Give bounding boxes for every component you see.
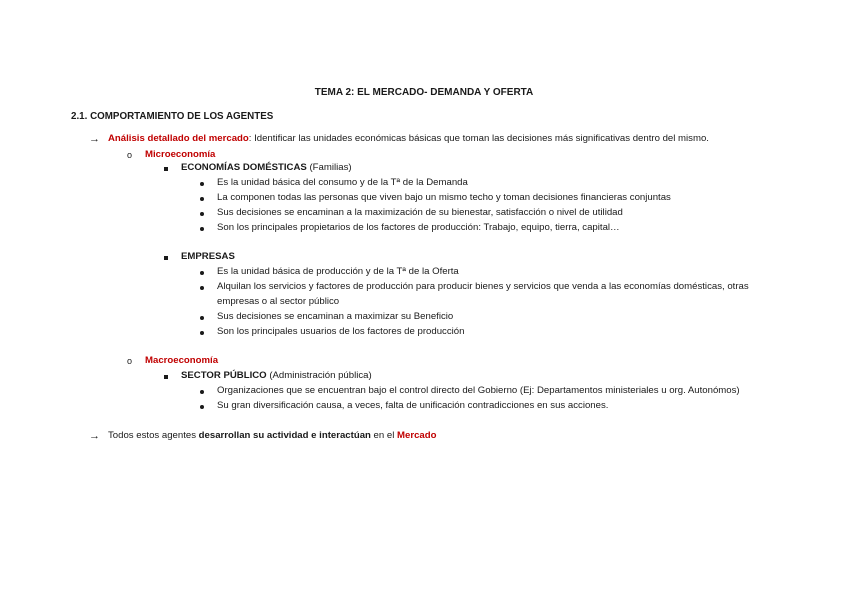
dot-bullet-icon [200, 390, 204, 394]
list-item: Alquilan los servicios y factores de producción para producir bienes y servicios que venda a las economías domésticas, otras [217, 281, 749, 292]
square-bullet-icon [164, 167, 168, 171]
dot-bullet-icon [200, 212, 204, 216]
households-note: (Familias) [306, 162, 352, 173]
firms-heading: EMPRESAS [181, 251, 235, 262]
circle-bullet-icon: o [127, 356, 133, 366]
conclusion-pre: Todos estos agentes [108, 430, 199, 441]
public-heading: SECTOR PÚBLICO [181, 370, 267, 381]
list-item-continuation: empresas o al sector público [217, 296, 340, 307]
circle-bullet-icon: o [127, 150, 133, 160]
dot-bullet-icon [200, 286, 204, 290]
conclusion-line [108, 430, 436, 442]
page-title: TEMA 2: EL MERCADO- DEMANDA Y OFERTA [314, 87, 534, 98]
households-heading: ECONOMÍAS DOMÉSTICAS [181, 162, 307, 173]
list-item: Es la unidad básica de producción y de la Tª de la Oferta [217, 266, 459, 277]
conclusion-market: Mercado [397, 430, 437, 441]
macro-label: Macroeconomía [145, 355, 219, 366]
list-item: Sus decisiones se encaminan a la maximización de su bienestar, satisfacción o nivel de utilidad [217, 207, 623, 218]
conclusion-mid: en el [370, 430, 398, 441]
list-item: Es la unidad básica del consumo y de la Tª de la Demanda [217, 177, 468, 188]
list-item: Son los principales usuarios de los factores de producción [217, 326, 465, 337]
section-heading: 2.1. COMPORTAMIENTO DE LOS AGENTES [71, 111, 274, 122]
conclusion-bold: desarrollan su actividad e interactúan [198, 430, 371, 441]
analysis-label: Análisis detallado del mercado [108, 133, 249, 144]
list-item: Organizaciones que se encuentran bajo el control directo del Gobierno (Ej: Departamentos ministeriales u org. Autonómos) [217, 385, 740, 396]
analysis-text: : Identificar las unidades económicas básicas que toman las decisiones más significativas dentro del mismo. [248, 133, 709, 144]
list-item: Sus decisiones se encaminan a maximizar su Beneficio [217, 311, 454, 322]
dot-bullet-icon [200, 227, 204, 231]
arrow-icon: → [89, 430, 100, 442]
public-heading-line [181, 370, 372, 382]
square-bullet-icon [164, 375, 168, 379]
square-bullet-icon [164, 256, 168, 260]
public-note: (Administración pública) [266, 370, 372, 381]
dot-bullet-icon [200, 182, 204, 186]
list-item: La componen todas las personas que viven bajo un mismo techo y toman decisiones financieras conjuntas [217, 192, 671, 203]
dot-bullet-icon [200, 197, 204, 201]
households-heading-line [181, 162, 352, 174]
dot-bullet-icon [200, 316, 204, 320]
analysis-line [108, 133, 709, 145]
arrow-icon: → [89, 133, 100, 145]
dot-bullet-icon [200, 271, 204, 275]
list-item: Son los principales propietarios de los factores de producción: Trabajo, equipo, tierra, capital… [217, 222, 620, 233]
micro-label: Microeconomía [145, 149, 216, 160]
dot-bullet-icon [200, 405, 204, 409]
list-item: Su gran diversificación causa, a veces, falta de unificación contradicciones en sus acciones. [217, 400, 609, 411]
dot-bullet-icon [200, 331, 204, 335]
